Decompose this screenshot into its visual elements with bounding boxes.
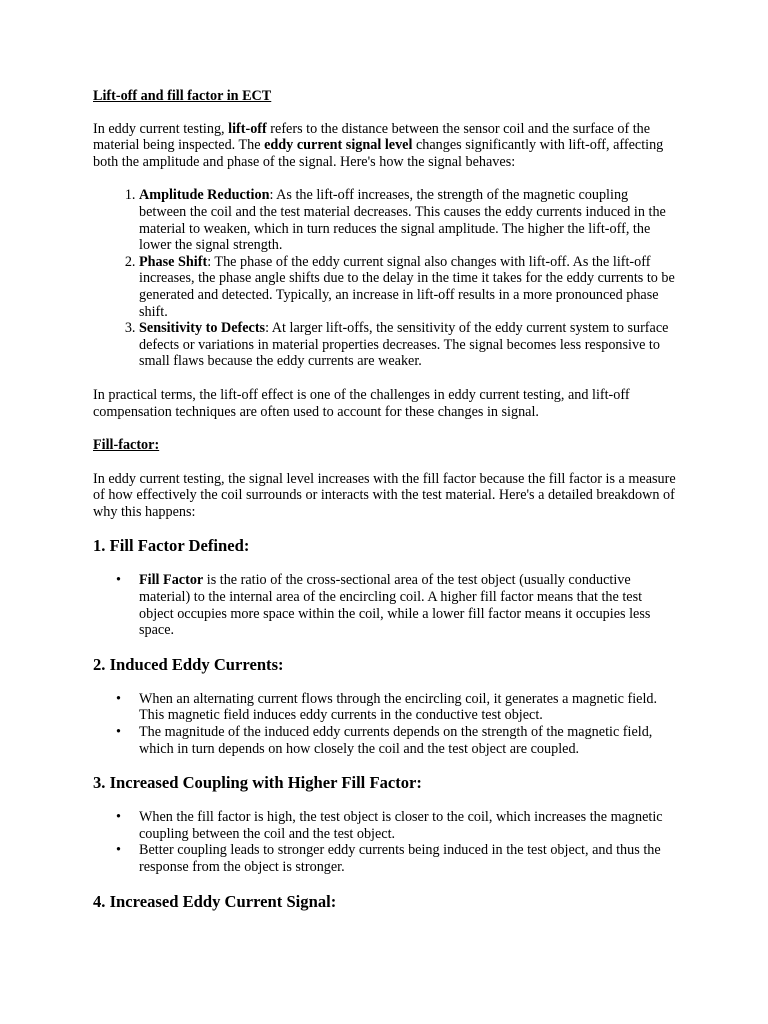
bullet-icon: • <box>116 842 121 859</box>
liftoff-term: lift-off <box>228 120 267 137</box>
signal-level-term: eddy current signal level <box>264 137 413 154</box>
liftoff-conclusion: In practical terms, the lift-off effect is one of the challenges in eddy current testing, and lift-off compensation techniques are often used to account for these changes in signal. <box>93 386 630 420</box>
document-page <box>93 88 678 911</box>
increased-coupling-list <box>93 809 678 875</box>
list-item: • When an alternating current flows through the encircling coil, it generates a magnetic field. This magnetic field induces eddy currents in the conductive test object. <box>116 690 658 724</box>
bullet-icon: • <box>116 809 121 826</box>
bullet-icon: • <box>116 690 121 707</box>
bullet-icon: • <box>116 724 121 741</box>
heading-increased-coupling: 3. Increased Coupling with Higher Fill Factor: <box>93 773 422 793</box>
heading-fill-factor-defined: 1. Fill Factor Defined: <box>93 536 250 556</box>
list-item: • When the fill factor is high, the test object is closer to the coil, which increases the magnetic coupling between the coil and the test object. <box>116 809 663 842</box>
list-item: 2. Phase Shift: The phase of the eddy current signal also changes with lift-off. As the lift-off increases, the phase angle shifts due to the delay in the time it takes for the eddy currents to be generated and detected. Typically, an increase in lift-off results in a more pronounced phase shift. <box>139 254 678 320</box>
section-title-liftoff: Lift-off and fill factor in ECT <box>93 88 272 104</box>
list-item: • Better coupling leads to stronger eddy currents being induced in the test object, and thus the response from the object is stronger. <box>116 842 661 875</box>
fill-factor-defined-list <box>93 572 678 638</box>
liftoff-intro: In eddy current testing, lift-off refers to the distance between the sensor coil and the surface of the material being inspected. The eddy current signal level changes significantly with lift-off, affecting both the amplitude and phase of the signal. Here's how the signal behaves: <box>93 120 664 170</box>
list-item: 1. Amplitude Reduction: As the lift-off increases, the strength of the magnetic coupling between the coil and the test material decreases. This causes the eddy currents induced in the material to weaken, which in turn reduces the signal amplitude. The higher the lift-off, the lower the signal strength. <box>139 187 678 253</box>
list-item: • Fill Factor is the ratio of the cross-sectional area of the test object (usually conductive material) to the internal area of the encircling coil. A higher fill factor means that the test object occupies more space within the coil, while a lower fill factor means it occupies less space. <box>116 572 651 639</box>
heading-increased-eddy-current-signal: 4. Increased Eddy Current Signal: <box>93 891 337 911</box>
list-item: • The magnitude of the induced eddy currents depends on the strength of the magnetic field, which in turn depends on how closely the coil and the test object are coupled. <box>116 724 653 757</box>
induced-eddy-currents-list <box>93 691 678 757</box>
list-item: 3. Sensitivity to Defects: At larger lift-offs, the sensitivity of the eddy current system to surface defects or variations in material properties decreases. The signal becomes less responsive to small flaws because the eddy currents are weaker. <box>139 320 678 370</box>
fill-factor-intro: In eddy current testing, the signal level increases with the fill factor because the fill factor is a measure of how effectively the coil surrounds or interacts with the test material. Here's a detailed breakdown of why this happens: <box>93 470 676 520</box>
bullet-icon: • <box>116 572 121 589</box>
liftoff-effects-list <box>93 187 678 370</box>
section-title-fill-factor: Fill-factor: <box>93 437 160 454</box>
heading-induced-eddy-currents: 2. Induced Eddy Currents: <box>93 654 284 674</box>
